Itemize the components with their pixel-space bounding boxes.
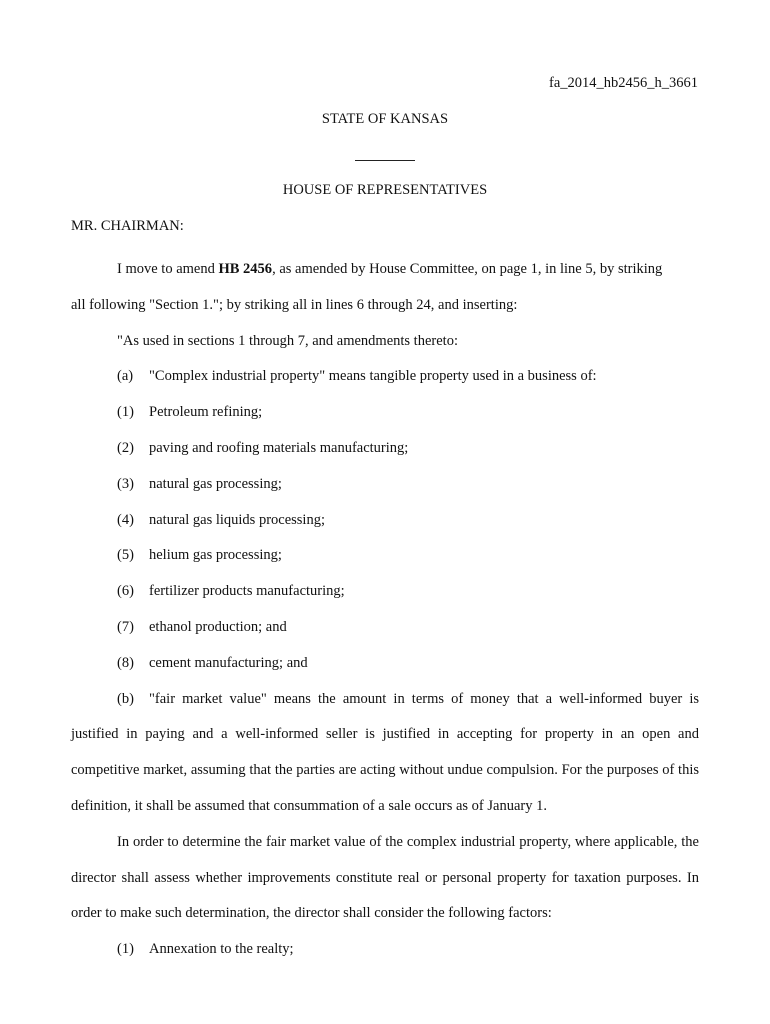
list-item-text: Annexation to the realty; [149,941,294,958]
list-item-num: (4) [117,511,134,528]
definition-a [71,359,699,395]
document-id: fa_2014_hb2456_h_3661 [548,75,698,91]
list-item-text: Petroleum refining; [149,404,263,421]
heading-divider [355,160,415,161]
list-item-num: (1) [117,941,134,958]
list-item-num: (2) [117,439,134,456]
list-item [71,932,699,968]
amendment-body [71,252,699,968]
motion-prefix: I move to amend [117,261,219,277]
list-item-text: natural gas processing; [149,475,282,492]
list-item-text: natural gas liquids processing; [149,511,325,528]
list-item-text: helium gas processing; [149,547,282,564]
list-item-num: (6) [117,583,134,600]
list-item [71,431,699,467]
list-item [71,503,699,539]
list-item-text: fertilizer products manufacturing; [149,583,345,600]
section-intro: "As used in sections 1 through 7, and amendments thereto: [117,332,458,349]
list-item-num: (1) [117,404,134,421]
salutation: MR. CHAIRMAN: [71,218,184,234]
list-item [71,395,699,431]
list-item-num: (8) [117,654,134,671]
list-item-num: (5) [117,547,134,564]
motion-line-1-rest: , as amended by House Committee, on page 1, in line 5, by striking [272,261,663,277]
list-item-num: (7) [117,618,134,635]
list-item [71,574,699,610]
chamber-heading: HOUSE OF REPRESENTATIVES [282,182,488,198]
list-item [71,610,699,646]
list-item [71,467,699,503]
list-item-text: cement manufacturing; and [149,654,308,671]
list-item [71,538,699,574]
bill-number: HB 2456 [218,261,273,277]
definition-b-text: "fair market value" means the amount in terms of money that a well-informed buyer is justified in paying and a well-informed seller is justified in accepting for property in an open and competitive market, assuming that the parties are acting without undue compulsion. For the purposes of this definition, it shall be assumed that consummation of a sale occurs as of January 1. [71,690,699,814]
list-item [71,646,699,682]
definition-b [71,682,699,825]
motion-line-2: all following "Section 1."; by striking all in lines 6 through 24, and inserting: [71,296,518,313]
list-item-text: paving and roofing materials manufacturing; [149,439,409,456]
definition-a-text: "Complex industrial property" means tangible property used in a business of: [149,368,597,385]
list-item-text: ethanol production; and [149,618,287,635]
determination-paragraph: In order to determine the fair market value of the complex industrial property, where applicable, the director shall assess whether improvements constitute real or personal property for taxation purposes. In order to make such determination, the director shall consider the following factors: [71,833,699,922]
motion-line-1 [71,252,699,288]
definition-a-num: (a) [117,368,134,385]
definition-b-num: (b) [117,690,134,707]
state-heading: STATE OF KANSAS [321,111,449,127]
list-item-num: (3) [117,475,134,492]
